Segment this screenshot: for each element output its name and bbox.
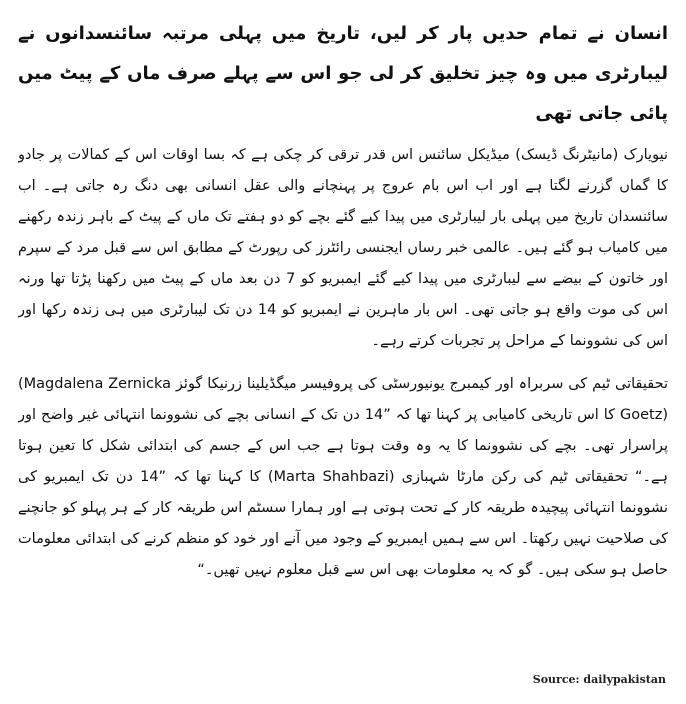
quote-part-a: کا اس تاریخی کامیابی پر کہنا تھا کہ ”14 دن تک کے انسانی بچے کی نشوونما انتہائی غیر واضح اور پراسرار تھی۔ بچے کی نشوونما کا یہ وہ وقت ہوتا ہے جب اس کے جسم کی ابتدائی شکل کا تعین ہوتا ہے۔“ تحقیقاتی ٹیم کی رکن مارٹا شہبازی <box>18 407 668 485</box>
quote-part-b: کا کہنا تھا کہ ”14 دن تک ایمبریو کی نشوونما انتہائی پیچیدہ طریقہ کار کے تحت ہوتی ہے اور ہمارا سسٹم اس طریقہ کار کے ہر پہلو کو جانچنے کی صلاحیت نہیں رکھتا۔ اس سے ہمیں ایمبریو کے وجود میں آنے اور خود کو منظم کرنے کی ابتدائی معلومات حاصل ہو سکی ہیں۔ گو کہ یہ معلومات بھی اس سے قبل معلوم نہیں تھیں۔“ <box>18 469 668 578</box>
quote-intro: تحقیقاتی ٹیم کی سربراہ اور کیمبرج یونیورسٹی کی پروفیسر میگڈیلینا زرنیکا گوئز <box>175 376 668 392</box>
paragraph-intro: نیویارک (مانیٹرنگ ڈیسک) میڈیکل سائنس اس قدر ترقی کر چکی ہے کہ بسا اوقات اس کے کمالات پر جادو کا گماں گزرنے لگتا ہے اور اب اس بام عروج پر پہنچانے والی عقل انسانی بھی دنگ رہ جاتی ہے۔ اب سائنسدان تاریخ میں پہلی بار لیبارٹری میں پیدا کیے گئے بچے کو دو ہفتے تک ماں کے پیٹ کے باہر زندہ رکھنے میں کامیاب ہو گئے ہیں۔ عالمی خبر رساں ایجنسی رائٹرز کی رپورٹ کے مطابق اس سے قبل مرد کے سپرم اور خاتون کے بیضے سے لیبارٹری میں پیدا کیے گئے ایمبریو کو 7 دن بعد ماں کے پیٹ میں رکھنا پڑتا تھا ورنہ اس کی موت واقع ہو جاتی تھی۔ اس بار ماہرین نے ایمبریو کو 14 دن تک لیبارٹری میں ہی زندہ رکھا اور اس کی نشوونما کے مراحل پر تجربات کرتے رہے۔ <box>18 147 668 349</box>
paragraph-quotes <box>18 369 668 586</box>
english-name-shahbazi: (Marta Shahbazi) <box>267 469 395 485</box>
english-name-goetz: (Magdalena Zernicka Goetz) <box>18 376 668 423</box>
article <box>18 14 668 690</box>
headline: انسان نے تمام حدیں پار کر لیں، تاریخ میں پہلی مرتبہ سائنسدانوں نے لیبارٹری میں وہ چیز تخلیق کر لی جو اس سے پہلے صرف ماں کے پیٹ میں پائی جاتی تھی <box>18 23 668 124</box>
source-credit: Source: dailypakistan <box>532 673 666 686</box>
